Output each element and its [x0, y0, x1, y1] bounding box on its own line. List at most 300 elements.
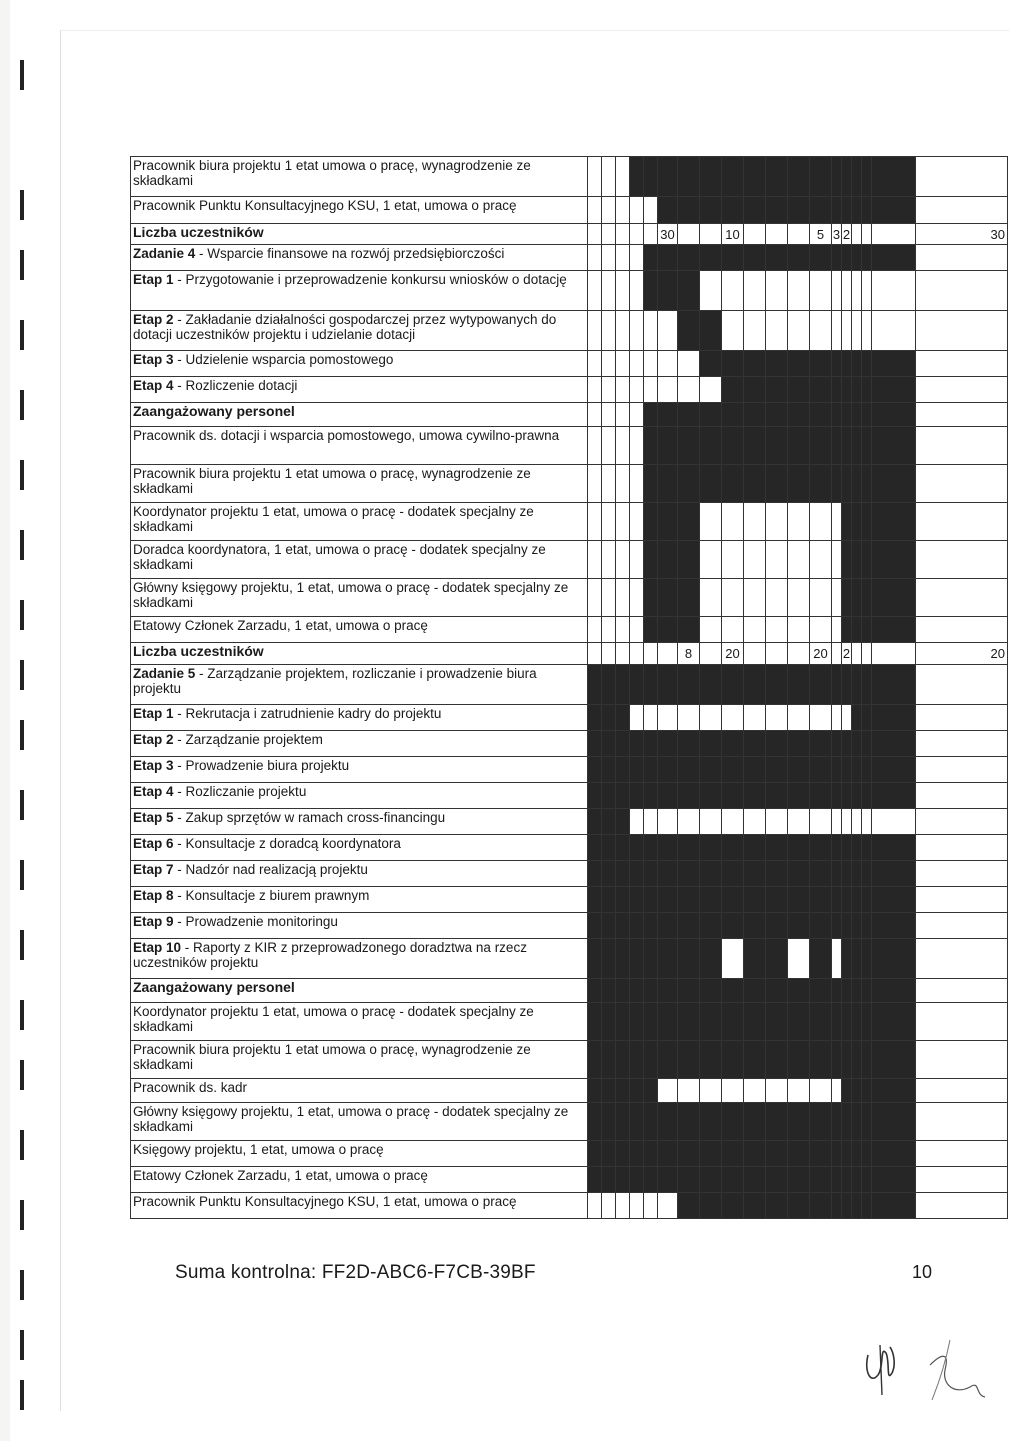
schedule-cell — [810, 245, 832, 271]
schedule-cell — [658, 351, 678, 377]
table-row — [131, 311, 1008, 351]
schedule-cell — [872, 979, 916, 1003]
schedule-cell — [810, 465, 832, 503]
schedule-cell — [630, 643, 644, 665]
margin-mark — [20, 1330, 24, 1360]
schedule-cell — [842, 245, 852, 271]
schedule-cell — [766, 197, 788, 224]
schedule-cell — [788, 197, 810, 224]
schedule-cell — [810, 1167, 832, 1193]
schedule-cell — [744, 1141, 766, 1167]
total-cell — [916, 1079, 1008, 1103]
schedule-cell — [678, 403, 700, 427]
schedule-cell — [678, 1193, 700, 1219]
schedule-cell — [810, 1079, 832, 1103]
row-label — [131, 783, 588, 809]
schedule-cell — [744, 1103, 766, 1141]
schedule-cell — [788, 861, 810, 887]
schedule-cell — [630, 665, 644, 705]
schedule-cell — [630, 1141, 644, 1167]
schedule-cell — [588, 1003, 602, 1041]
schedule-cell — [630, 1003, 644, 1041]
total-cell — [916, 271, 1008, 311]
schedule-cell — [658, 939, 678, 979]
schedule-cell — [602, 1103, 616, 1141]
schedule-cell — [788, 731, 810, 757]
schedule-cell — [766, 351, 788, 377]
schedule-cell — [872, 541, 916, 579]
schedule-cell — [744, 1041, 766, 1079]
schedule-cell — [616, 377, 630, 403]
schedule-cell — [744, 705, 766, 731]
schedule-cell — [872, 579, 916, 617]
schedule-cell — [832, 377, 842, 403]
schedule-cell — [700, 757, 722, 783]
schedule-cell — [744, 157, 766, 197]
schedule-cell — [588, 1141, 602, 1167]
schedule-cell — [602, 939, 616, 979]
schedule-cell — [842, 503, 852, 541]
schedule-cell — [842, 157, 852, 197]
schedule-cell — [602, 705, 616, 731]
schedule-cell — [842, 271, 852, 311]
schedule-cell — [678, 1003, 700, 1041]
schedule-cell — [722, 311, 744, 351]
schedule-cell — [602, 351, 616, 377]
schedule-cell — [810, 1103, 832, 1141]
schedule-cell — [644, 1003, 658, 1041]
schedule-cell — [602, 1167, 616, 1193]
schedule-cell — [832, 1167, 842, 1193]
schedule-cell — [722, 245, 744, 271]
row-label — [131, 913, 588, 939]
schedule-cell — [630, 465, 644, 503]
schedule-cell — [766, 913, 788, 939]
schedule-cell — [766, 643, 788, 665]
schedule-cell — [842, 579, 852, 617]
schedule-cell — [832, 705, 842, 731]
schedule-cell — [842, 887, 852, 913]
schedule-cell — [810, 1003, 832, 1041]
margin-mark — [20, 720, 24, 750]
schedule-cell — [872, 1041, 916, 1079]
schedule-cell: 8 — [678, 643, 700, 665]
schedule-cell — [832, 1141, 842, 1167]
schedule-cell — [588, 939, 602, 979]
schedule-cell — [644, 197, 658, 224]
schedule-cell — [630, 541, 644, 579]
schedule-cell — [766, 1079, 788, 1103]
margin-mark — [20, 460, 24, 490]
schedule-cell — [872, 665, 916, 705]
row-label-text: - Prowadzenie monitoringu — [173, 914, 338, 929]
signature-marks — [850, 1325, 1000, 1415]
schedule-cell — [766, 809, 788, 835]
schedule-cell — [766, 979, 788, 1003]
schedule-cell — [700, 541, 722, 579]
schedule-cell — [788, 809, 810, 835]
schedule-cell — [810, 271, 832, 311]
schedule-cell — [722, 731, 744, 757]
schedule-cell — [832, 1103, 842, 1141]
margin-mark — [20, 1270, 24, 1300]
schedule-cell — [678, 157, 700, 197]
schedule-cell — [744, 913, 766, 939]
row-label: Pracownik ds. kadr — [131, 1079, 588, 1103]
schedule-cell — [852, 579, 862, 617]
schedule-cell — [722, 809, 744, 835]
schedule-cell — [810, 617, 832, 643]
row-label: Główny księgowy projektu, 1 etat, umowa o pracę - dodatek specjalny ze składkami — [131, 579, 588, 617]
schedule-cell — [602, 617, 616, 643]
schedule-cell — [658, 579, 678, 617]
row-label — [131, 809, 588, 835]
schedule-cell — [832, 939, 842, 979]
schedule-cell — [602, 427, 616, 465]
schedule-cell — [842, 541, 852, 579]
schedule-cell: 20 — [810, 643, 832, 665]
schedule-cell — [602, 197, 616, 224]
table-row — [131, 617, 1008, 643]
schedule-cell — [602, 377, 616, 403]
schedule-cell — [862, 465, 872, 503]
total-cell — [916, 245, 1008, 271]
schedule-cell — [616, 861, 630, 887]
schedule-cell — [852, 939, 862, 979]
schedule-cell — [630, 1103, 644, 1141]
schedule-cell — [700, 1167, 722, 1193]
total-cell — [916, 541, 1008, 579]
row-label-prefix: Etap 4 — [133, 784, 174, 799]
schedule-cell — [658, 377, 678, 403]
margin-mark — [20, 1130, 24, 1160]
margin-mark — [20, 660, 24, 690]
schedule-cell — [616, 541, 630, 579]
schedule-cell — [722, 377, 744, 403]
table-row — [131, 403, 1008, 427]
schedule-cell — [700, 579, 722, 617]
schedule-cell — [700, 245, 722, 271]
schedule-cell — [678, 757, 700, 783]
schedule-cell — [862, 861, 872, 887]
schedule-cell — [722, 541, 744, 579]
scan-edge — [0, 0, 10, 1441]
schedule-cell — [852, 271, 862, 311]
row-label-text: - Zarządzanie projektem, rozliczanie i prowadzenie biura projektu — [133, 666, 537, 696]
schedule-cell — [832, 197, 842, 224]
schedule-cell — [852, 503, 862, 541]
total-cell — [916, 979, 1008, 1003]
row-label — [131, 271, 588, 311]
schedule-cell — [872, 465, 916, 503]
schedule-cell — [766, 245, 788, 271]
schedule-cell — [766, 665, 788, 705]
schedule-cell — [852, 427, 862, 465]
schedule-cell — [616, 197, 630, 224]
table-row — [131, 1003, 1008, 1041]
schedule-cell — [832, 503, 842, 541]
schedule-cell — [862, 271, 872, 311]
schedule-cell — [872, 809, 916, 835]
schedule-cell — [788, 1141, 810, 1167]
schedule-cell — [602, 1041, 616, 1079]
schedule-cell — [744, 224, 766, 245]
schedule-cell — [842, 1103, 852, 1141]
schedule-cell — [700, 377, 722, 403]
schedule-cell — [644, 665, 658, 705]
schedule-cell — [630, 427, 644, 465]
schedule-cell — [862, 541, 872, 579]
total-cell — [916, 1003, 1008, 1041]
schedule-cell — [616, 1003, 630, 1041]
schedule-cell — [722, 465, 744, 503]
schedule-cell — [862, 1079, 872, 1103]
table-row — [131, 731, 1008, 757]
schedule-cell — [616, 503, 630, 541]
schedule-cell — [862, 503, 872, 541]
schedule-cell — [630, 157, 644, 197]
schedule-cell — [852, 861, 862, 887]
schedule-cell — [678, 1141, 700, 1167]
schedule-cell — [722, 271, 744, 311]
schedule-cell — [788, 643, 810, 665]
schedule-cell — [722, 887, 744, 913]
schedule-cell — [616, 939, 630, 979]
margin-mark — [20, 60, 24, 90]
schedule-cell — [862, 913, 872, 939]
schedule-cell — [658, 809, 678, 835]
schedule-cell — [658, 643, 678, 665]
schedule-cell — [872, 705, 916, 731]
total-cell — [916, 665, 1008, 705]
checksum-text: Suma kontrolna: FF2D-ABC6-F7CB-39BF — [175, 1262, 536, 1283]
schedule-cell — [842, 783, 852, 809]
table-row — [131, 1079, 1008, 1103]
schedule-cell — [788, 245, 810, 271]
schedule-cell — [832, 1193, 842, 1219]
schedule-cell — [810, 311, 832, 351]
schedule-cell — [788, 403, 810, 427]
page-number: 10 — [912, 1262, 933, 1282]
row-label — [131, 731, 588, 757]
schedule-cell — [788, 351, 810, 377]
schedule-cell — [678, 835, 700, 861]
table-row — [131, 579, 1008, 617]
schedule-cell — [832, 579, 842, 617]
schedule-cell — [630, 861, 644, 887]
schedule-cell — [658, 1193, 678, 1219]
margin-mark — [20, 860, 24, 890]
schedule-cell — [644, 1141, 658, 1167]
total-cell — [916, 617, 1008, 643]
schedule-cell — [678, 665, 700, 705]
schedule-cell — [862, 311, 872, 351]
schedule-cell — [744, 731, 766, 757]
schedule-cell — [788, 705, 810, 731]
schedule-cell — [616, 731, 630, 757]
row-label — [131, 665, 588, 705]
schedule-cell — [842, 465, 852, 503]
schedule-cell — [616, 643, 630, 665]
schedule-cell — [700, 939, 722, 979]
schedule-cell — [602, 311, 616, 351]
schedule-cell — [872, 245, 916, 271]
schedule-cell — [588, 643, 602, 665]
schedule-cell — [872, 1103, 916, 1141]
schedule-cell — [588, 377, 602, 403]
schedule-cell — [630, 1167, 644, 1193]
schedule-cell — [616, 224, 630, 245]
total-cell — [916, 757, 1008, 783]
schedule-cell — [722, 783, 744, 809]
schedule-cell — [852, 403, 862, 427]
schedule-cell — [630, 1079, 644, 1103]
schedule-cell — [744, 197, 766, 224]
schedule-cell — [810, 157, 832, 197]
schedule-cell — [616, 1167, 630, 1193]
schedule-cell — [644, 1041, 658, 1079]
schedule-cell — [700, 665, 722, 705]
schedule-cell — [658, 757, 678, 783]
schedule-cell — [744, 665, 766, 705]
schedule-cell — [842, 1141, 852, 1167]
schedule-cell — [788, 665, 810, 705]
schedule-cell — [644, 617, 658, 643]
schedule-cell — [588, 503, 602, 541]
margin-mark — [20, 930, 24, 960]
schedule-cell — [852, 783, 862, 809]
schedule-cell — [658, 427, 678, 465]
schedule-cell — [842, 1167, 852, 1193]
row-label-prefix: Etap 7 — [133, 862, 174, 877]
schedule-cell — [644, 809, 658, 835]
table-row — [131, 271, 1008, 311]
schedule-cell — [766, 503, 788, 541]
row-label: Pracownik biura projektu 1 etat umowa o pracę, wynagrodzenie ze składkami — [131, 1041, 588, 1079]
total-cell — [916, 351, 1008, 377]
schedule-cell — [644, 245, 658, 271]
table-row — [131, 665, 1008, 705]
margin-mark — [20, 600, 24, 630]
schedule-cell — [862, 705, 872, 731]
row-label — [131, 861, 588, 887]
schedule-cell — [872, 427, 916, 465]
schedule-cell — [588, 351, 602, 377]
schedule-cell — [862, 427, 872, 465]
schedule-cell — [700, 835, 722, 861]
schedule-cell — [616, 809, 630, 835]
schedule-cell — [810, 783, 832, 809]
schedule-cell — [678, 809, 700, 835]
table-row — [131, 643, 1008, 665]
row-label-text: - Rekrutacja i zatrudnienie kadry do projektu — [173, 706, 442, 721]
schedule-cell — [842, 665, 852, 705]
margin-mark — [20, 390, 24, 420]
table-row — [131, 887, 1008, 913]
schedule-cell — [872, 403, 916, 427]
schedule-cell — [872, 1193, 916, 1219]
schedule-cell — [630, 224, 644, 245]
schedule-cell — [658, 503, 678, 541]
schedule-cell — [678, 861, 700, 887]
schedule-cell — [630, 617, 644, 643]
schedule-cell — [588, 541, 602, 579]
schedule-cell — [678, 1103, 700, 1141]
margin-mark — [20, 1060, 24, 1090]
schedule-cell — [678, 579, 700, 617]
total-cell — [916, 809, 1008, 835]
schedule-cell — [862, 1141, 872, 1167]
schedule-cell — [588, 861, 602, 887]
schedule-cell — [862, 1103, 872, 1141]
schedule-cell — [872, 197, 916, 224]
schedule-cell — [700, 271, 722, 311]
schedule-cell — [658, 1041, 678, 1079]
schedule-cell — [700, 809, 722, 835]
schedule-cell — [678, 311, 700, 351]
schedule-cell — [658, 979, 678, 1003]
schedule-cell — [700, 617, 722, 643]
schedule-cell — [658, 835, 678, 861]
schedule-cell — [616, 1103, 630, 1141]
schedule-cell — [832, 1041, 842, 1079]
schedule-cell — [678, 1167, 700, 1193]
schedule-cell — [872, 783, 916, 809]
schedule-cell — [852, 157, 862, 197]
schedule-cell — [852, 913, 862, 939]
schedule-cell — [810, 731, 832, 757]
schedule-cell — [616, 665, 630, 705]
schedule-cell — [842, 861, 852, 887]
schedule-cell — [616, 617, 630, 643]
schedule-cell — [588, 835, 602, 861]
schedule-cell — [810, 1193, 832, 1219]
margin-mark — [20, 250, 24, 280]
schedule-cell — [744, 1167, 766, 1193]
schedule-cell — [862, 351, 872, 377]
row-label-text: - Konsultacje z biurem prawnym — [173, 888, 370, 903]
schedule-cell — [788, 939, 810, 979]
table-row — [131, 197, 1008, 224]
schedule-cell — [678, 1041, 700, 1079]
table-row — [131, 1141, 1008, 1167]
schedule-cell — [644, 939, 658, 979]
schedule-cell — [678, 503, 700, 541]
schedule-cell — [810, 403, 832, 427]
margin-mark — [20, 1000, 24, 1030]
schedule-cell — [872, 1003, 916, 1041]
row-label: Liczba uczestników — [131, 643, 588, 665]
schedule-cell — [862, 809, 872, 835]
schedule-cell — [658, 1079, 678, 1103]
schedule-cell — [602, 643, 616, 665]
row-label-text: - Rozliczanie projektu — [173, 784, 307, 799]
schedule-cell — [862, 757, 872, 783]
schedule-cell — [678, 427, 700, 465]
row-label-text: - Zakładanie działalności gospodarczej przez wytypowanych do dotacji uczestników projektu i udzielanie dotacji — [133, 312, 557, 342]
schedule-cell — [658, 1141, 678, 1167]
schedule-cell — [602, 979, 616, 1003]
table-row — [131, 157, 1008, 197]
schedule-cell — [700, 224, 722, 245]
schedule-cell — [644, 271, 658, 311]
schedule-cell — [722, 861, 744, 887]
schedule-cell — [644, 835, 658, 861]
schedule-cell — [744, 1193, 766, 1219]
schedule-cell — [766, 835, 788, 861]
schedule-cell — [644, 913, 658, 939]
schedule-cell — [788, 1003, 810, 1041]
